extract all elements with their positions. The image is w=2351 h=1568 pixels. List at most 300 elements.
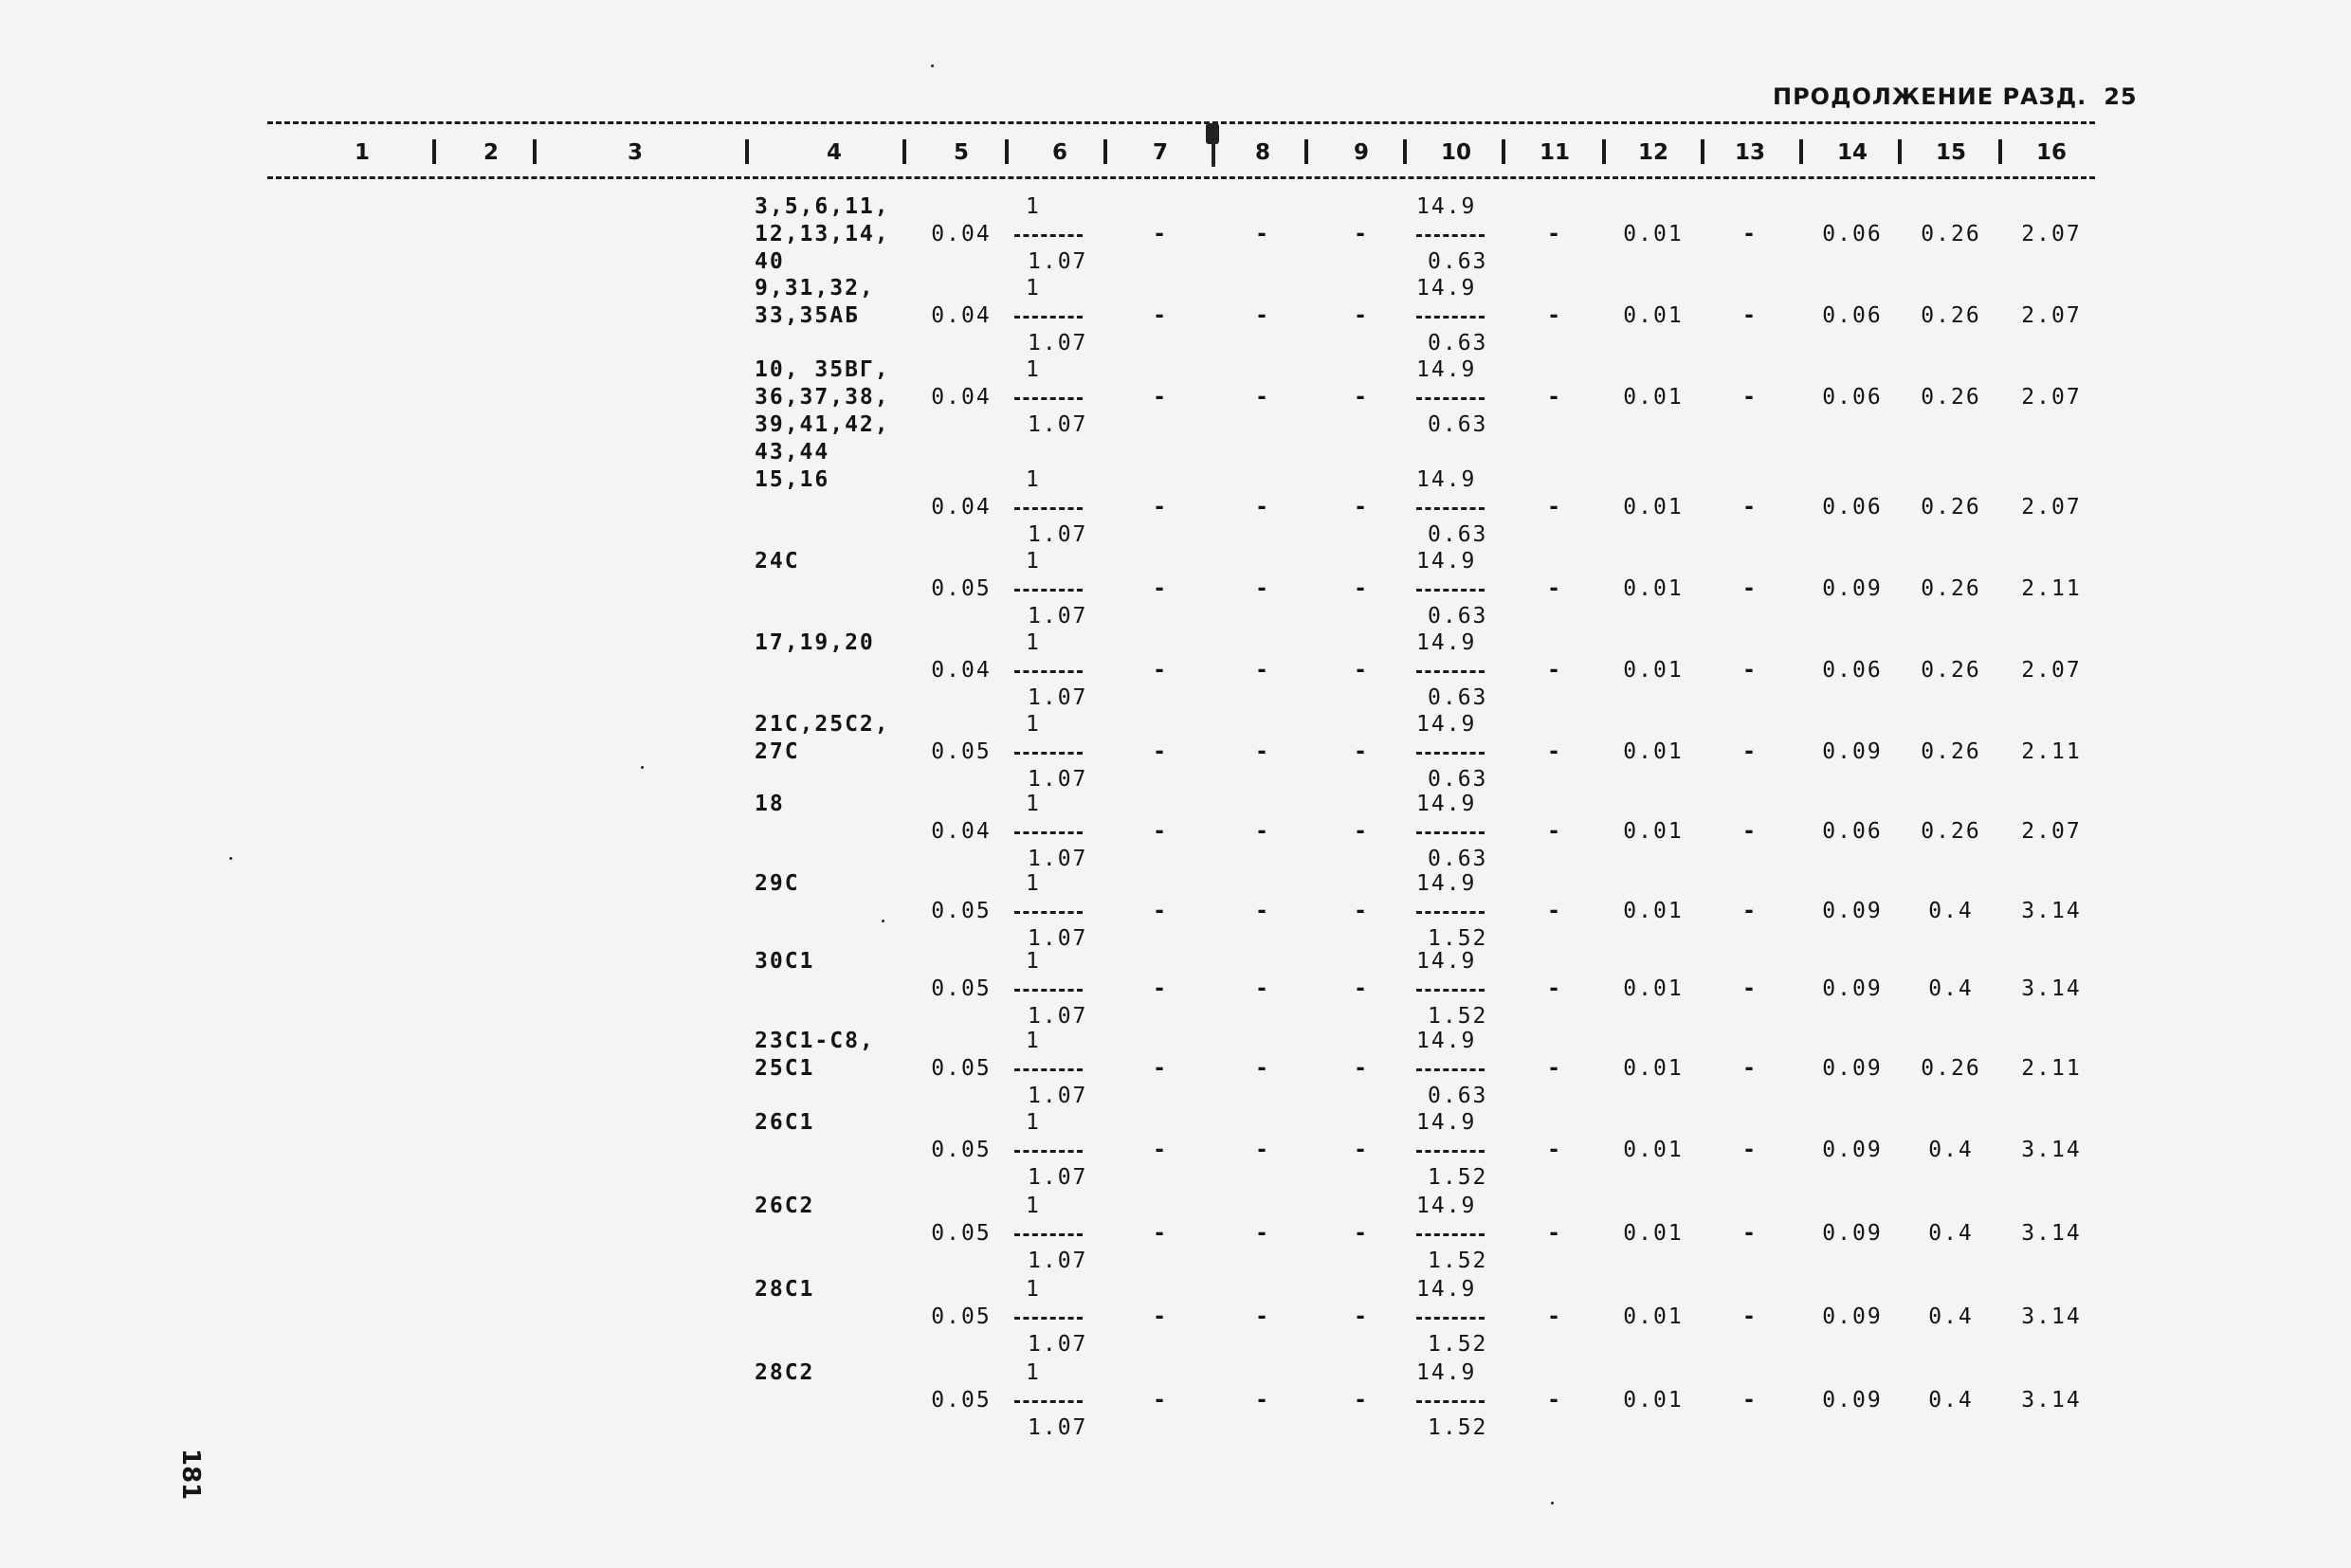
fraction-denominator-col6: 1.07	[1028, 1249, 1088, 1273]
cell-col8: -	[1255, 495, 1270, 520]
fraction-bar	[1416, 1317, 1485, 1320]
fraction-bar	[1014, 989, 1083, 992]
row-identifier-line: 28С2	[755, 1360, 815, 1385]
cell-col9: -	[1354, 1304, 1369, 1329]
scan-speck	[882, 920, 884, 922]
column-header-4: 4	[826, 140, 842, 165]
cell-col7: -	[1153, 222, 1168, 246]
fraction-bar	[1014, 589, 1083, 592]
cell-col15: 0.4	[1928, 899, 1974, 923]
cell-col15: 0.4	[1928, 1388, 1974, 1413]
cell-col15: 0.26	[1921, 658, 1981, 683]
cell-col12: 0.01	[1623, 495, 1684, 520]
cell-col13: -	[1742, 1056, 1758, 1081]
cell-col12: 0.01	[1623, 385, 1684, 410]
cell-col9: -	[1354, 303, 1369, 328]
fraction-denominator-col6: 1.07	[1028, 1004, 1088, 1029]
fraction-denominator-col10: 1.52	[1428, 926, 1488, 951]
cell-col11: -	[1547, 1221, 1562, 1246]
column-separator	[533, 139, 537, 164]
cell-col16: 3.14	[2021, 1138, 2082, 1162]
cell-col12: 0.01	[1623, 819, 1684, 844]
cell-col11: -	[1547, 658, 1562, 683]
cell-col5: 0.04	[931, 658, 992, 683]
row-identifier-line: 15,16	[755, 467, 830, 492]
fraction-numerator-col6: 1	[1026, 1194, 1041, 1218]
cell-col12: 0.01	[1623, 1056, 1684, 1081]
fraction-numerator-col6: 1	[1026, 194, 1041, 219]
fraction-denominator-col6: 1.07	[1028, 1165, 1088, 1190]
fraction-bar	[1416, 1400, 1485, 1403]
cell-col7: -	[1153, 1221, 1168, 1246]
fraction-numerator-col6: 1	[1026, 467, 1041, 492]
cell-col7: -	[1153, 819, 1168, 844]
fraction-denominator-col6: 1.07	[1028, 1332, 1088, 1357]
cell-col15: 0.26	[1921, 1056, 1981, 1081]
cell-col14: 0.06	[1822, 819, 1883, 844]
column-header-3: 3	[627, 140, 643, 165]
fraction-denominator-col10: 1.52	[1428, 1415, 1488, 1440]
cell-col14: 0.09	[1822, 1056, 1883, 1081]
continuation-heading	[1773, 83, 2138, 110]
fraction-bar	[1416, 831, 1485, 834]
fraction-bar	[1014, 507, 1083, 510]
cell-col11: -	[1547, 899, 1562, 923]
cell-col14: 0.06	[1822, 385, 1883, 410]
fraction-bar	[1416, 1150, 1485, 1153]
fraction-bar	[1416, 234, 1485, 237]
cell-col5: 0.05	[931, 1056, 992, 1081]
column-separator	[1602, 139, 1606, 164]
row-identifier-line: 3,5,6,11,	[755, 194, 890, 219]
fraction-bar	[1014, 670, 1083, 673]
heading-section-number: 25	[2104, 83, 2138, 110]
cell-col15: 0.4	[1928, 976, 1974, 1001]
row-identifier-line: 26С1	[755, 1110, 815, 1135]
cell-col13: -	[1742, 495, 1758, 520]
fraction-denominator-col10: 1.52	[1428, 1249, 1488, 1273]
cell-col15: 0.26	[1921, 819, 1981, 844]
fraction-numerator-col10: 14.9	[1416, 871, 1477, 896]
cell-col12: 0.01	[1623, 222, 1684, 246]
fraction-denominator-col6: 1.07	[1028, 767, 1088, 792]
cell-col11: -	[1547, 1388, 1562, 1413]
cell-col15: 0.4	[1928, 1138, 1974, 1162]
row-identifier-line: 39,41,42,	[755, 412, 890, 437]
cell-col12: 0.01	[1623, 1221, 1684, 1246]
cell-col12: 0.01	[1623, 658, 1684, 683]
fraction-bar	[1416, 397, 1485, 400]
column-header-15: 15	[1935, 140, 1966, 165]
column-header-12: 12	[1637, 140, 1668, 165]
cell-col15: 0.26	[1921, 385, 1981, 410]
fraction-denominator-col10: 0.63	[1428, 249, 1488, 274]
cell-col16: 3.14	[2021, 976, 2082, 1001]
cell-col14: 0.06	[1822, 222, 1883, 246]
fraction-numerator-col10: 14.9	[1416, 949, 1477, 974]
cell-col16: 3.14	[2021, 1304, 2082, 1329]
cell-col15: 0.26	[1921, 222, 1981, 246]
column-separator	[1304, 139, 1308, 164]
fraction-bar	[1416, 589, 1485, 592]
cell-col13: -	[1742, 899, 1758, 923]
cell-col16: 2.07	[2021, 819, 2082, 844]
fraction-numerator-col10: 14.9	[1416, 1360, 1477, 1385]
cell-col15: 0.26	[1921, 495, 1981, 520]
fraction-bar	[1014, 1068, 1083, 1071]
cell-col5: 0.05	[931, 739, 992, 764]
cell-col7: -	[1153, 658, 1168, 683]
cell-col14: 0.09	[1822, 1221, 1883, 1246]
cell-col16: 2.11	[2021, 1056, 2082, 1081]
fraction-bar	[1014, 316, 1083, 319]
row-identifier-line: 25С1	[755, 1056, 815, 1081]
cell-col13: -	[1742, 739, 1758, 764]
column-header-14: 14	[1836, 140, 1868, 165]
fraction-numerator-col6: 1	[1026, 549, 1041, 574]
column-separator	[902, 139, 906, 164]
fraction-denominator-col10: 0.63	[1428, 685, 1488, 710]
cell-col9: -	[1354, 495, 1369, 520]
cell-col16: 2.07	[2021, 658, 2082, 683]
cell-col8: -	[1255, 1056, 1270, 1081]
fraction-bar	[1014, 831, 1083, 834]
fraction-denominator-col6: 1.07	[1028, 847, 1088, 871]
cell-col5: 0.05	[931, 1221, 992, 1246]
fraction-denominator-col6: 1.07	[1028, 1084, 1088, 1108]
scan-speck	[1551, 1502, 1554, 1504]
fraction-denominator-col10: 0.63	[1428, 604, 1488, 629]
cell-col14: 0.09	[1822, 576, 1883, 601]
cell-col7: -	[1153, 303, 1168, 328]
cell-col16: 2.07	[2021, 495, 2082, 520]
cell-col7: -	[1153, 1388, 1168, 1413]
cell-col7: -	[1153, 385, 1168, 410]
fraction-numerator-col6: 1	[1026, 276, 1041, 301]
cell-col15: 0.26	[1921, 576, 1981, 601]
row-identifier-line: 43,44	[755, 440, 830, 465]
cell-col11: -	[1547, 1138, 1562, 1162]
cell-col5: 0.04	[931, 303, 992, 328]
cell-col13: -	[1742, 385, 1758, 410]
cell-col14: 0.06	[1822, 303, 1883, 328]
cell-col9: -	[1354, 222, 1369, 246]
fraction-numerator-col6: 1	[1026, 357, 1041, 382]
cell-col15: 0.26	[1921, 303, 1981, 328]
cell-col9: -	[1354, 658, 1369, 683]
cell-col5: 0.05	[931, 576, 992, 601]
fraction-denominator-col10: 1.52	[1428, 1332, 1488, 1357]
column-header-10: 10	[1440, 140, 1471, 165]
column-header-13: 13	[1734, 140, 1765, 165]
cell-col15: 0.4	[1928, 1304, 1974, 1329]
fraction-bar	[1014, 752, 1083, 755]
fraction-bar	[1014, 397, 1083, 400]
fraction-denominator-col10: 0.63	[1428, 331, 1488, 356]
column-separator	[1799, 139, 1803, 164]
cell-col14: 0.09	[1822, 1388, 1883, 1413]
fraction-numerator-col10: 14.9	[1416, 1110, 1477, 1135]
cell-col12: 0.01	[1623, 739, 1684, 764]
cell-col14: 0.06	[1822, 495, 1883, 520]
cell-col5: 0.05	[931, 1138, 992, 1162]
fraction-numerator-col6: 1	[1026, 630, 1041, 655]
fraction-bar	[1014, 1400, 1083, 1403]
fraction-bar	[1014, 911, 1083, 914]
cell-col13: -	[1742, 303, 1758, 328]
scan-speck	[641, 766, 644, 769]
fraction-numerator-col10: 14.9	[1416, 467, 1477, 492]
cell-col11: -	[1547, 1056, 1562, 1081]
cell-col9: -	[1354, 1138, 1369, 1162]
cell-col7: -	[1153, 1056, 1168, 1081]
cell-col13: -	[1742, 976, 1758, 1001]
cell-col16: 2.07	[2021, 385, 2082, 410]
column-separator	[1502, 139, 1505, 164]
fraction-bar	[1416, 1233, 1485, 1236]
fraction-denominator-col6: 1.07	[1028, 412, 1088, 437]
cell-col11: -	[1547, 385, 1562, 410]
page-number: 181	[176, 1449, 205, 1501]
fraction-bar	[1416, 752, 1485, 755]
column-separator	[1403, 139, 1407, 164]
header-rule-top	[267, 121, 2095, 124]
fraction-denominator-col6: 1.07	[1028, 685, 1088, 710]
cell-col8: -	[1255, 976, 1270, 1001]
column-separator	[1005, 139, 1009, 164]
cell-col15: 0.26	[1921, 739, 1981, 764]
cell-col8: -	[1255, 739, 1270, 764]
row-identifier-line: 33,35АБ	[755, 303, 860, 328]
fraction-denominator-col6: 1.07	[1028, 249, 1088, 274]
cell-col12: 0.01	[1623, 1304, 1684, 1329]
fraction-numerator-col10: 14.9	[1416, 1194, 1477, 1218]
fraction-bar	[1416, 507, 1485, 510]
fraction-numerator-col10: 14.9	[1416, 549, 1477, 574]
fraction-numerator-col6: 1	[1026, 1110, 1041, 1135]
cell-col7: -	[1153, 576, 1168, 601]
cell-col5: 0.04	[931, 819, 992, 844]
column-header-11: 11	[1539, 140, 1570, 165]
cell-col13: -	[1742, 1304, 1758, 1329]
fraction-numerator-col10: 14.9	[1416, 276, 1477, 301]
cell-col16: 3.14	[2021, 1221, 2082, 1246]
fraction-denominator-col6: 1.07	[1028, 604, 1088, 629]
column-header-5: 5	[953, 140, 969, 165]
column-header-8: 8	[1254, 140, 1270, 165]
fraction-numerator-col6: 1	[1026, 871, 1041, 896]
cell-col7: -	[1153, 1138, 1168, 1162]
cell-col14: 0.09	[1822, 899, 1883, 923]
cell-col11: -	[1547, 303, 1562, 328]
column-separator	[1103, 139, 1107, 164]
cell-col8: -	[1255, 658, 1270, 683]
fraction-denominator-col10: 1.52	[1428, 1004, 1488, 1029]
cell-col14: 0.09	[1822, 1138, 1883, 1162]
cell-col8: -	[1255, 303, 1270, 328]
cell-col12: 0.01	[1623, 1388, 1684, 1413]
fraction-numerator-col10: 14.9	[1416, 194, 1477, 219]
cell-col8: -	[1255, 819, 1270, 844]
cell-col13: -	[1742, 1138, 1758, 1162]
cell-col5: 0.04	[931, 222, 992, 246]
cell-col13: -	[1742, 658, 1758, 683]
cell-col9: -	[1354, 1056, 1369, 1081]
cell-col5: 0.05	[931, 1304, 992, 1329]
cell-col5: 0.05	[931, 976, 992, 1001]
column-header-1: 1	[354, 140, 370, 165]
cell-col11: -	[1547, 576, 1562, 601]
cell-col5: 0.05	[931, 1388, 992, 1413]
fraction-denominator-col10: 0.63	[1428, 1084, 1488, 1108]
fraction-bar	[1014, 1150, 1083, 1153]
row-identifier-line: 40	[755, 249, 785, 274]
fraction-bar	[1416, 316, 1485, 319]
row-identifier-line: 12,13,14,	[755, 222, 890, 246]
cell-col12: 0.01	[1623, 303, 1684, 328]
cell-col16: 2.07	[2021, 222, 2082, 246]
cell-col12: 0.01	[1623, 1138, 1684, 1162]
scan-speck	[229, 857, 232, 860]
cell-col15: 0.4	[1928, 1221, 1974, 1246]
cell-col5: 0.04	[931, 495, 992, 520]
cell-col8: -	[1255, 1138, 1270, 1162]
row-identifier-line: 24С	[755, 549, 800, 574]
fraction-denominator-col6: 1.07	[1028, 522, 1088, 547]
cell-col7: -	[1153, 899, 1168, 923]
cell-col16: 2.11	[2021, 576, 2082, 601]
cell-col8: -	[1255, 1221, 1270, 1246]
row-identifier-line: 30С1	[755, 949, 815, 974]
fraction-bar	[1014, 1317, 1083, 1320]
cell-col9: -	[1354, 1388, 1369, 1413]
cell-col11: -	[1547, 819, 1562, 844]
fraction-denominator-col10: 1.52	[1428, 1165, 1488, 1190]
row-identifier-line: 17,19,20	[755, 630, 875, 655]
cell-col13: -	[1742, 576, 1758, 601]
fraction-denominator-col6: 1.07	[1028, 331, 1088, 356]
fraction-numerator-col10: 14.9	[1416, 1029, 1477, 1053]
fraction-numerator-col6: 1	[1026, 712, 1041, 737]
column-separator	[432, 139, 436, 164]
column-header-6: 6	[1051, 140, 1067, 165]
cell-col12: 0.01	[1623, 899, 1684, 923]
fraction-denominator-col10: 0.63	[1428, 847, 1488, 871]
cell-col14: 0.09	[1822, 976, 1883, 1001]
cell-col9: -	[1354, 976, 1369, 1001]
cell-col9: -	[1354, 899, 1369, 923]
cell-col8: -	[1255, 385, 1270, 410]
cell-col7: -	[1153, 739, 1168, 764]
column-header-16: 16	[2035, 140, 2067, 165]
cell-col11: -	[1547, 495, 1562, 520]
cell-col7: -	[1153, 976, 1168, 1001]
fraction-denominator-col6: 1.07	[1028, 1415, 1088, 1440]
fraction-numerator-col6: 1	[1026, 792, 1041, 816]
fraction-bar	[1416, 670, 1485, 673]
cell-col14: 0.06	[1822, 658, 1883, 683]
cell-col8: -	[1255, 222, 1270, 246]
cell-col9: -	[1354, 819, 1369, 844]
fraction-denominator-col10: 0.63	[1428, 522, 1488, 547]
cell-col14: 0.09	[1822, 739, 1883, 764]
cell-col16: 2.07	[2021, 303, 2082, 328]
column-separator	[745, 139, 749, 164]
fraction-bar	[1416, 1068, 1485, 1071]
fraction-bar	[1416, 989, 1485, 992]
fraction-denominator-col6: 1.07	[1028, 926, 1088, 951]
row-identifier-line: 18	[755, 792, 785, 816]
fraction-bar	[1416, 911, 1485, 914]
cell-col9: -	[1354, 739, 1369, 764]
cell-col11: -	[1547, 1304, 1562, 1329]
cell-col16: 3.14	[2021, 1388, 2082, 1413]
fraction-denominator-col10: 0.63	[1428, 767, 1488, 792]
fraction-numerator-col6: 1	[1026, 949, 1041, 974]
cell-col16: 2.11	[2021, 739, 2082, 764]
cell-col5: 0.05	[931, 899, 992, 923]
column-separator	[1898, 139, 1902, 164]
cell-col11: -	[1547, 976, 1562, 1001]
row-identifier-line: 28С1	[755, 1277, 815, 1302]
header-rule-bottom	[267, 176, 2095, 179]
row-identifier-line: 10, 35ВГ,	[755, 357, 890, 382]
cell-col9: -	[1354, 576, 1369, 601]
fraction-denominator-col10: 0.63	[1428, 412, 1488, 437]
row-identifier-line: 23С1-С8,	[755, 1029, 875, 1053]
cell-col13: -	[1742, 1388, 1758, 1413]
column-header-9: 9	[1353, 140, 1369, 165]
fraction-numerator-col6: 1	[1026, 1029, 1041, 1053]
cell-col14: 0.09	[1822, 1304, 1883, 1329]
cell-col13: -	[1742, 222, 1758, 246]
row-identifier-line: 9,31,32,	[755, 276, 875, 301]
cell-col8: -	[1255, 576, 1270, 601]
cell-col11: -	[1547, 222, 1562, 246]
cell-col9: -	[1354, 1221, 1369, 1246]
fraction-numerator-col6: 1	[1026, 1360, 1041, 1385]
scan-speck	[931, 64, 934, 67]
fraction-numerator-col6: 1	[1026, 1277, 1041, 1302]
column-header-2: 2	[483, 140, 499, 165]
column-header-7: 7	[1152, 140, 1168, 165]
heading-label: ПРОДОЛЖЕНИЕ РАЗД.	[1773, 83, 2087, 110]
fraction-bar	[1014, 1233, 1083, 1236]
cell-col13: -	[1742, 819, 1758, 844]
cell-col12: 0.01	[1623, 576, 1684, 601]
scan-mark	[1206, 123, 1219, 144]
cell-col8: -	[1255, 1388, 1270, 1413]
cell-col16: 3.14	[2021, 899, 2082, 923]
cell-col9: -	[1354, 385, 1369, 410]
fraction-bar	[1014, 234, 1083, 237]
cell-col8: -	[1255, 1304, 1270, 1329]
scan-mark	[1212, 142, 1215, 167]
column-separator	[1701, 139, 1704, 164]
fraction-numerator-col10: 14.9	[1416, 712, 1477, 737]
cell-col11: -	[1547, 739, 1562, 764]
cell-col5: 0.04	[931, 385, 992, 410]
fraction-numerator-col10: 14.9	[1416, 792, 1477, 816]
cell-col8: -	[1255, 899, 1270, 923]
cell-col12: 0.01	[1623, 976, 1684, 1001]
fraction-numerator-col10: 14.9	[1416, 1277, 1477, 1302]
cell-col7: -	[1153, 1304, 1168, 1329]
row-identifier-line: 27С	[755, 739, 800, 764]
fraction-numerator-col10: 14.9	[1416, 357, 1477, 382]
fraction-numerator-col10: 14.9	[1416, 630, 1477, 655]
row-identifier-line: 36,37,38,	[755, 385, 890, 410]
